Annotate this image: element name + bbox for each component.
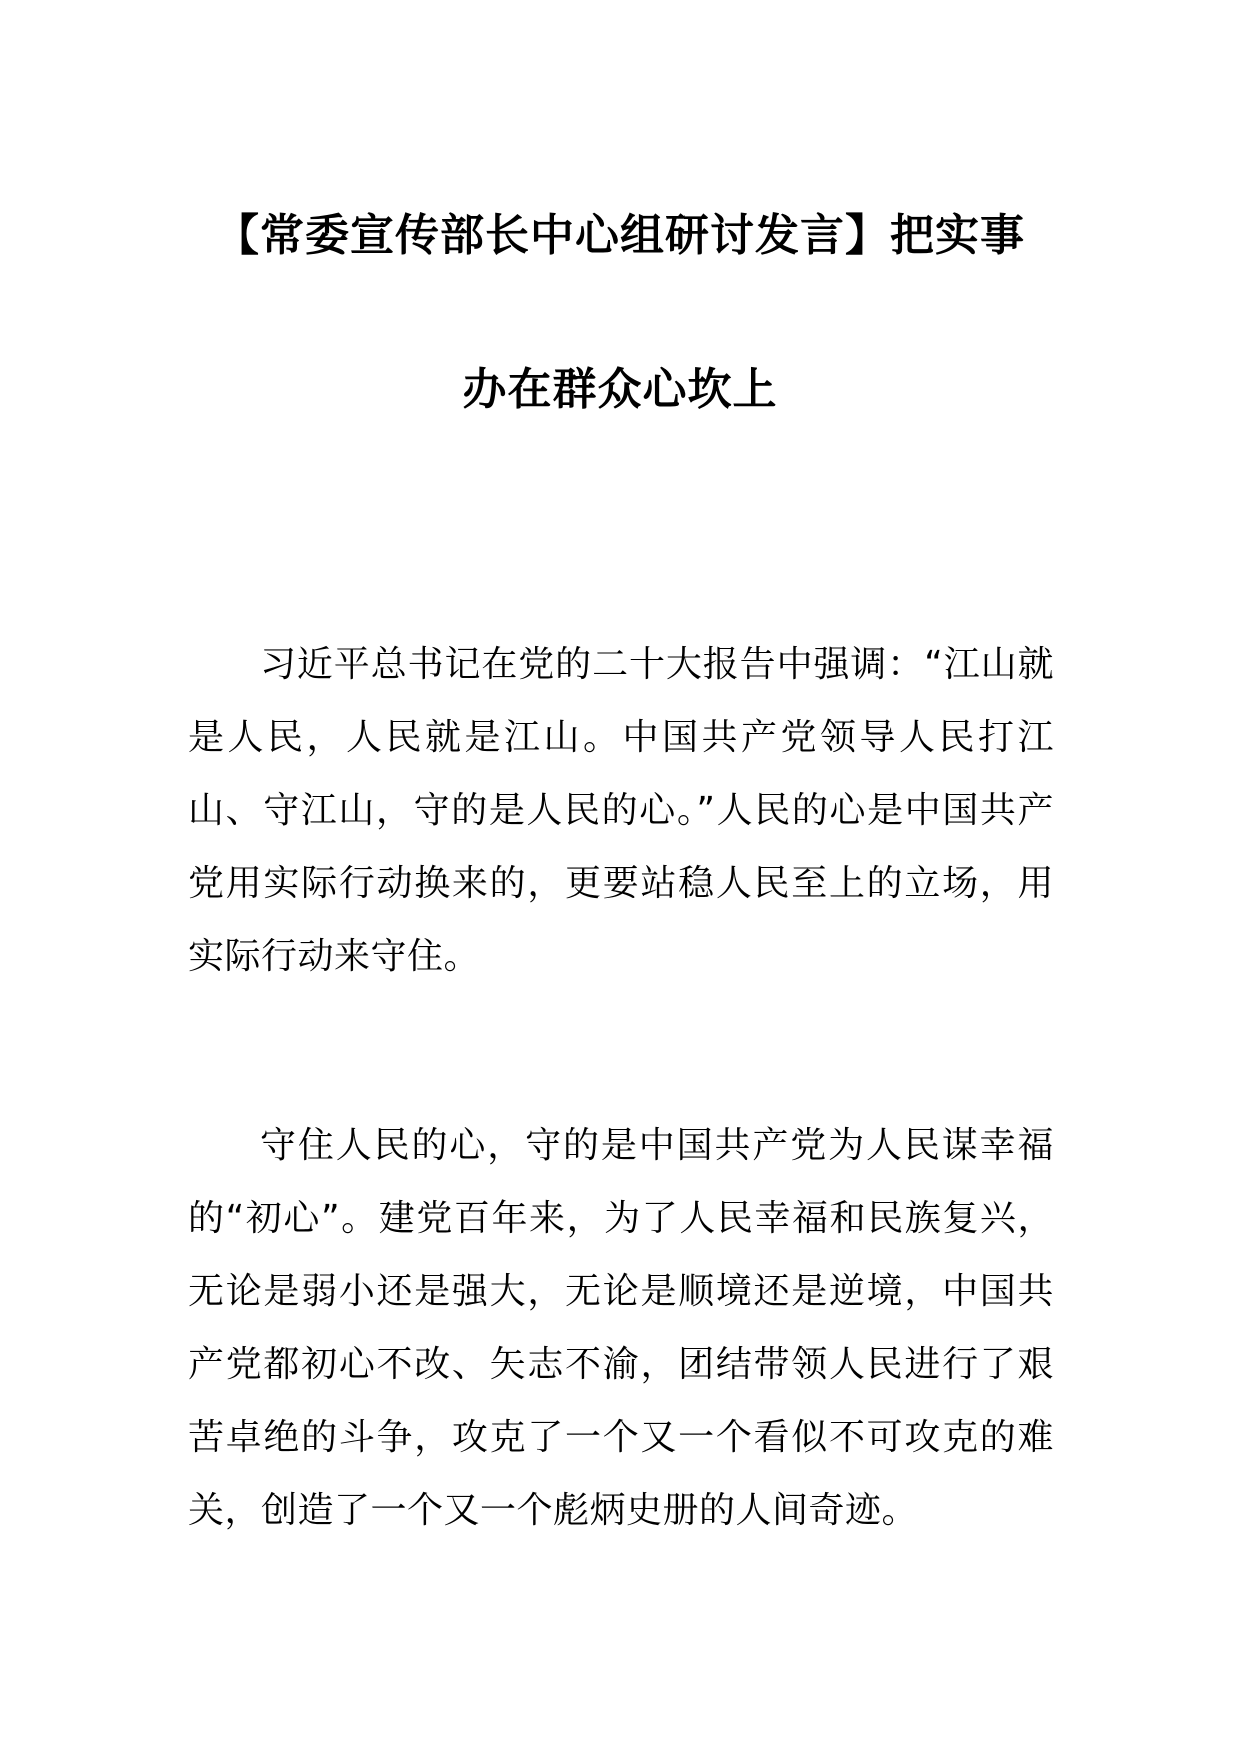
- body-paragraph-2: 守住人民的心，守的是中国共产党为人民谋幸福的“初心”。建党百年来，为了人民幸福和民族复兴，无论是弱小还是强大，无论是顺境还是逆境，中国共产党都初心不改、矢志不渝，团结带领人民进行了艰苦卓绝的斗争，攻克了一个又一个看似不可攻克的难关，创造了一个又一个彪炳史册的人间奇迹。: [188, 1125, 1054, 1531]
- document-title-line-2: 办在群众心坎上: [462, 364, 778, 415]
- document-title-line-1: 【常委宣传部长中心组研讨发言】把实事: [215, 210, 1025, 261]
- body-paragraph-1: 习近平总书记在党的二十大报告中强调：“江山就是人民，人民就是江山。中国共产党领导人民打江山、守江山，守的是人民的心。”人民的心是中国共产党用实际行动换来的，更要站稳人民至上的立场，用实际行动来守住。: [188, 644, 1054, 977]
